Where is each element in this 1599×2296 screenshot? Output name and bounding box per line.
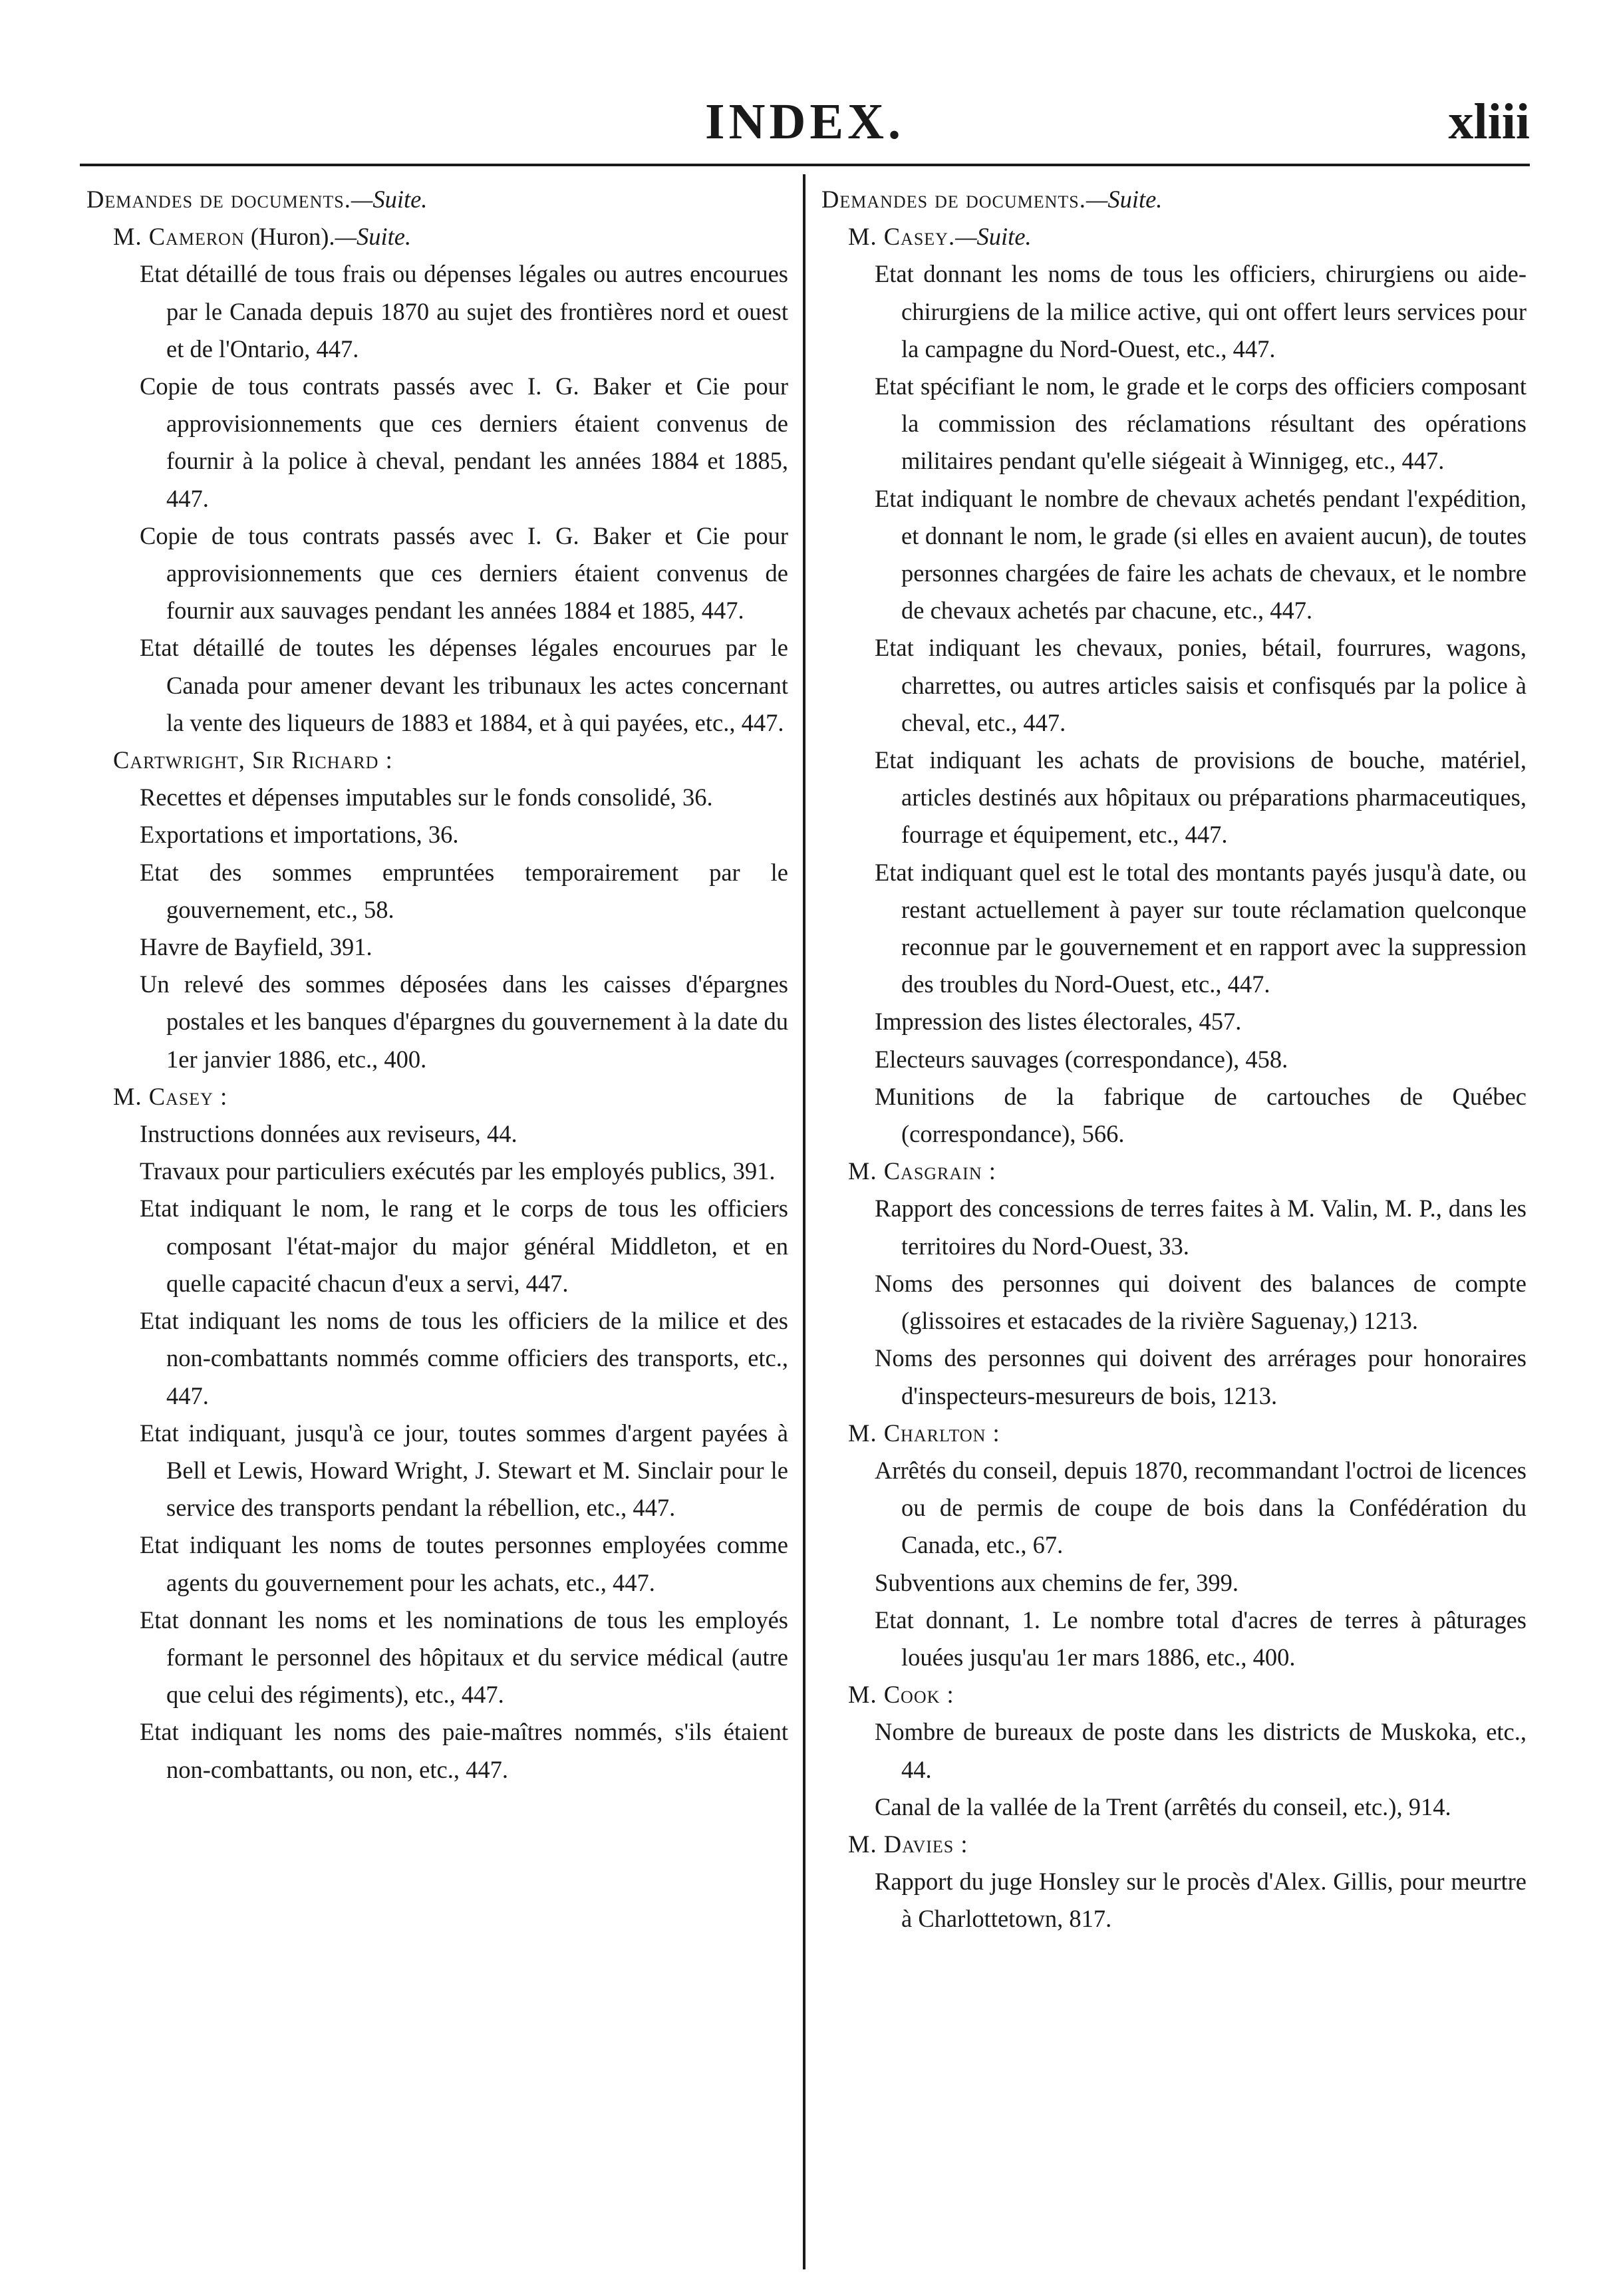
person-heading bbox=[821, 218, 1526, 255]
index-entry: Recettes et dépenses imputables sur le fonds consolidé, 36. bbox=[140, 784, 713, 811]
index-entry: Impression des listes électorales, 457. bbox=[875, 1008, 1242, 1036]
index-entry: Etat donnant les noms de tous les officiers, chirurgiens ou aide-chirurgiens de la milice active, qui ont offert leurs services pour la campagne du Nord-Ouest, etc., 447. bbox=[875, 260, 1526, 362]
person-heading-name: M. Casey. bbox=[848, 223, 956, 251]
section-heading-suffix: —Suite. bbox=[351, 186, 428, 213]
section-heading-name: Demandes de documents. bbox=[821, 186, 1086, 213]
person-heading: M. Charlton : bbox=[848, 1419, 1000, 1447]
index-entry: Exportations et importations, 36. bbox=[140, 821, 459, 849]
person-heading-suffix: —Suite. bbox=[335, 223, 412, 251]
index-entry: Travaux pour particuliers exécutés par les employés publics, 391. bbox=[140, 1157, 776, 1185]
index-entry: Munitions de la fabrique de cartouches de Québec (correspondance), 566. bbox=[875, 1082, 1526, 1148]
column-divider bbox=[803, 174, 805, 2269]
header-rule bbox=[80, 164, 1530, 166]
page-title: INDEX. bbox=[705, 94, 905, 150]
index-entry: Etat indiquant les noms de toutes personnes employées comme agents du gouvernement pour les achats, etc., 447. bbox=[140, 1531, 788, 1596]
right-column bbox=[821, 181, 1526, 1938]
index-entry: Etat indiquant, jusqu'à ce jour, toutes sommes d'argent payées à Bell et Lewis, Howard Wright, J. Stewart et M. Sinclair pour le service des transports pendant la rébellion, etc., 447. bbox=[140, 1419, 788, 1522]
index-entry: Instructions données aux reviseurs, 44. bbox=[140, 1120, 517, 1148]
index-entry: Etat indiquant le nom, le rang et le corps de tous les officiers composant l'état-major du major général Middleton, et en quelle capacité chacun d'eux a servi, 447. bbox=[140, 1195, 788, 1297]
person-heading bbox=[86, 218, 788, 255]
index-entry: Etat spécifiant le nom, le grade et le corps des officiers composant la commission des réclamations résultant des opérations militaires pendant qu'elle siégeait à Winnigeg, etc., 447. bbox=[875, 372, 1526, 475]
section-heading-name: Demandes de documents. bbox=[86, 186, 351, 213]
person-heading-name: M. Cameron bbox=[113, 223, 245, 251]
index-entry: Etat donnant, 1. Le nombre total d'acres de terres à pâturages louées jusqu'au 1er mars 1886, etc., 400. bbox=[875, 1606, 1526, 1671]
index-entry: Etat détaillé de tous frais ou dépenses légales ou autres encourues par le Canada depuis 1870 au sujet des frontières nord et ouest et de l'Ontario, 447. bbox=[140, 260, 788, 362]
index-entry: Un relevé des sommes déposées dans les caisses d'épargnes postales et les banques d'épargnes du gouvernement à la date du 1er janvier 1886, etc., 400. bbox=[140, 970, 788, 1073]
person-heading: M. Casey : bbox=[113, 1082, 228, 1110]
index-entry: Etat indiquant les noms de tous les officiers de la milice et des non-combattants nommés comme officiers des transports, etc., 447. bbox=[140, 1307, 788, 1409]
index-entry: Etat indiquant les achats de provisions de bouche, matériel, articles destinés aux hôpitaux ou préparations pharmaceutiques, fourrage et équipement, etc., 447. bbox=[875, 746, 1526, 849]
index-entry: Rapport des concessions de terres faites à M. Valin, M. P., dans les territoires du Nord-Ouest, 33. bbox=[875, 1195, 1526, 1260]
index-entry: Etat donnant les noms et les nominations de tous les employés formant le personnel des hôpitaux et du service médical (autre que celui des régiments), etc., 447. bbox=[140, 1606, 788, 1709]
left-column bbox=[86, 181, 788, 1789]
section-heading-suffix: —Suite. bbox=[1086, 186, 1163, 213]
index-entry: Etat indiquant le nombre de chevaux achetés pendant l'expédition, et donnant le nom, le grade (si elles en avaient aucun), de toutes personnes chargées de faire les achats de chevaux, et le nombre de chevaux achetés par chacune, etc., 447. bbox=[875, 484, 1526, 625]
person-heading: M. Cook : bbox=[848, 1681, 954, 1709]
page-header bbox=[80, 80, 1530, 166]
index-entry: Canal de la vallée de la Trent (arrêtés du conseil, etc.), 914. bbox=[875, 1793, 1451, 1820]
index-entry: Etat indiquant les chevaux, ponies, bétail, fourrures, wagons, charrettes, ou autres articles saisis et confisqués par la police à cheval, etc., 447. bbox=[875, 634, 1526, 736]
person-heading: M. Casgrain : bbox=[848, 1157, 996, 1185]
index-entry: Rapport du juge Honsley sur le procès d'Alex. Gillis, pour meurtre à Charlottetown, 817. bbox=[875, 1868, 1526, 1933]
person-heading: M. Davies : bbox=[848, 1830, 968, 1858]
index-entry: Noms des personnes qui doivent des balances de compte (glissoires et estacades de la rivière Saguenay,) 1213. bbox=[875, 1269, 1526, 1335]
index-entry: Nombre de bureaux de poste dans les districts de Muskoka, etc., 44. bbox=[875, 1718, 1526, 1783]
page-number: xliii bbox=[1448, 94, 1530, 150]
index-entry: Havre de Bayfield, 391. bbox=[140, 933, 372, 961]
index-entry: Subventions aux chemins de fer, 399. bbox=[875, 1568, 1238, 1596]
person-heading-suffix: —Suite. bbox=[955, 223, 1032, 251]
index-entry: Noms des personnes qui doivent des arrérages pour honoraires d'inspecteurs-mesureurs de bois, 1213. bbox=[875, 1344, 1526, 1409]
index-entry: Arrêtés du conseil, depuis 1870, recommandant l'octroi de licences ou de permis de coupe de bois dans la Confédération du Canada, etc., 67. bbox=[875, 1456, 1526, 1559]
index-entry: Etat détaillé de toutes les dépenses légales encourues par le Canada pour amener devant les tribunaux les actes concernant la vente des liqueurs de 1883 et 1884, et à qui payées, etc., 447. bbox=[140, 634, 788, 736]
section-heading bbox=[821, 181, 1526, 218]
index-entry: Etat indiquant quel est le total des montants payés jusqu'à date, ou restant actuellement à payer sur toute réclamation quelconque reconnue par le gouvernement et en rapport avec la suppression des troubles du Nord-Ouest, etc., 447. bbox=[875, 858, 1526, 998]
section-heading bbox=[86, 181, 788, 218]
index-entry: Etat des sommes empruntées temporairement par le gouvernement, etc., 58. bbox=[140, 858, 788, 923]
index-entry: Copie de tous contrats passés avec I. G. Baker et Cie pour approvisionnements que ces derniers étaient convenus de fournir aux sauvages pendant les années 1884 et 1885, 447. bbox=[140, 521, 788, 625]
index-entry: Electeurs sauvages (correspondance), 458. bbox=[875, 1045, 1288, 1073]
index-entry: Copie de tous contrats passés avec I. G. Baker et Cie pour approvisionnements que ces derniers étaient convenus de fournir à la police à cheval, pendant les années 1884 et 1885, 447. bbox=[140, 372, 788, 512]
person-heading-detail: (Huron). bbox=[250, 223, 335, 251]
index-entry: Etat indiquant les noms des paie-maîtres nommés, s'ils étaient non-combattants, ou non, etc., 447. bbox=[140, 1718, 788, 1783]
person-heading: Cartwright, Sir Richard : bbox=[113, 746, 393, 774]
